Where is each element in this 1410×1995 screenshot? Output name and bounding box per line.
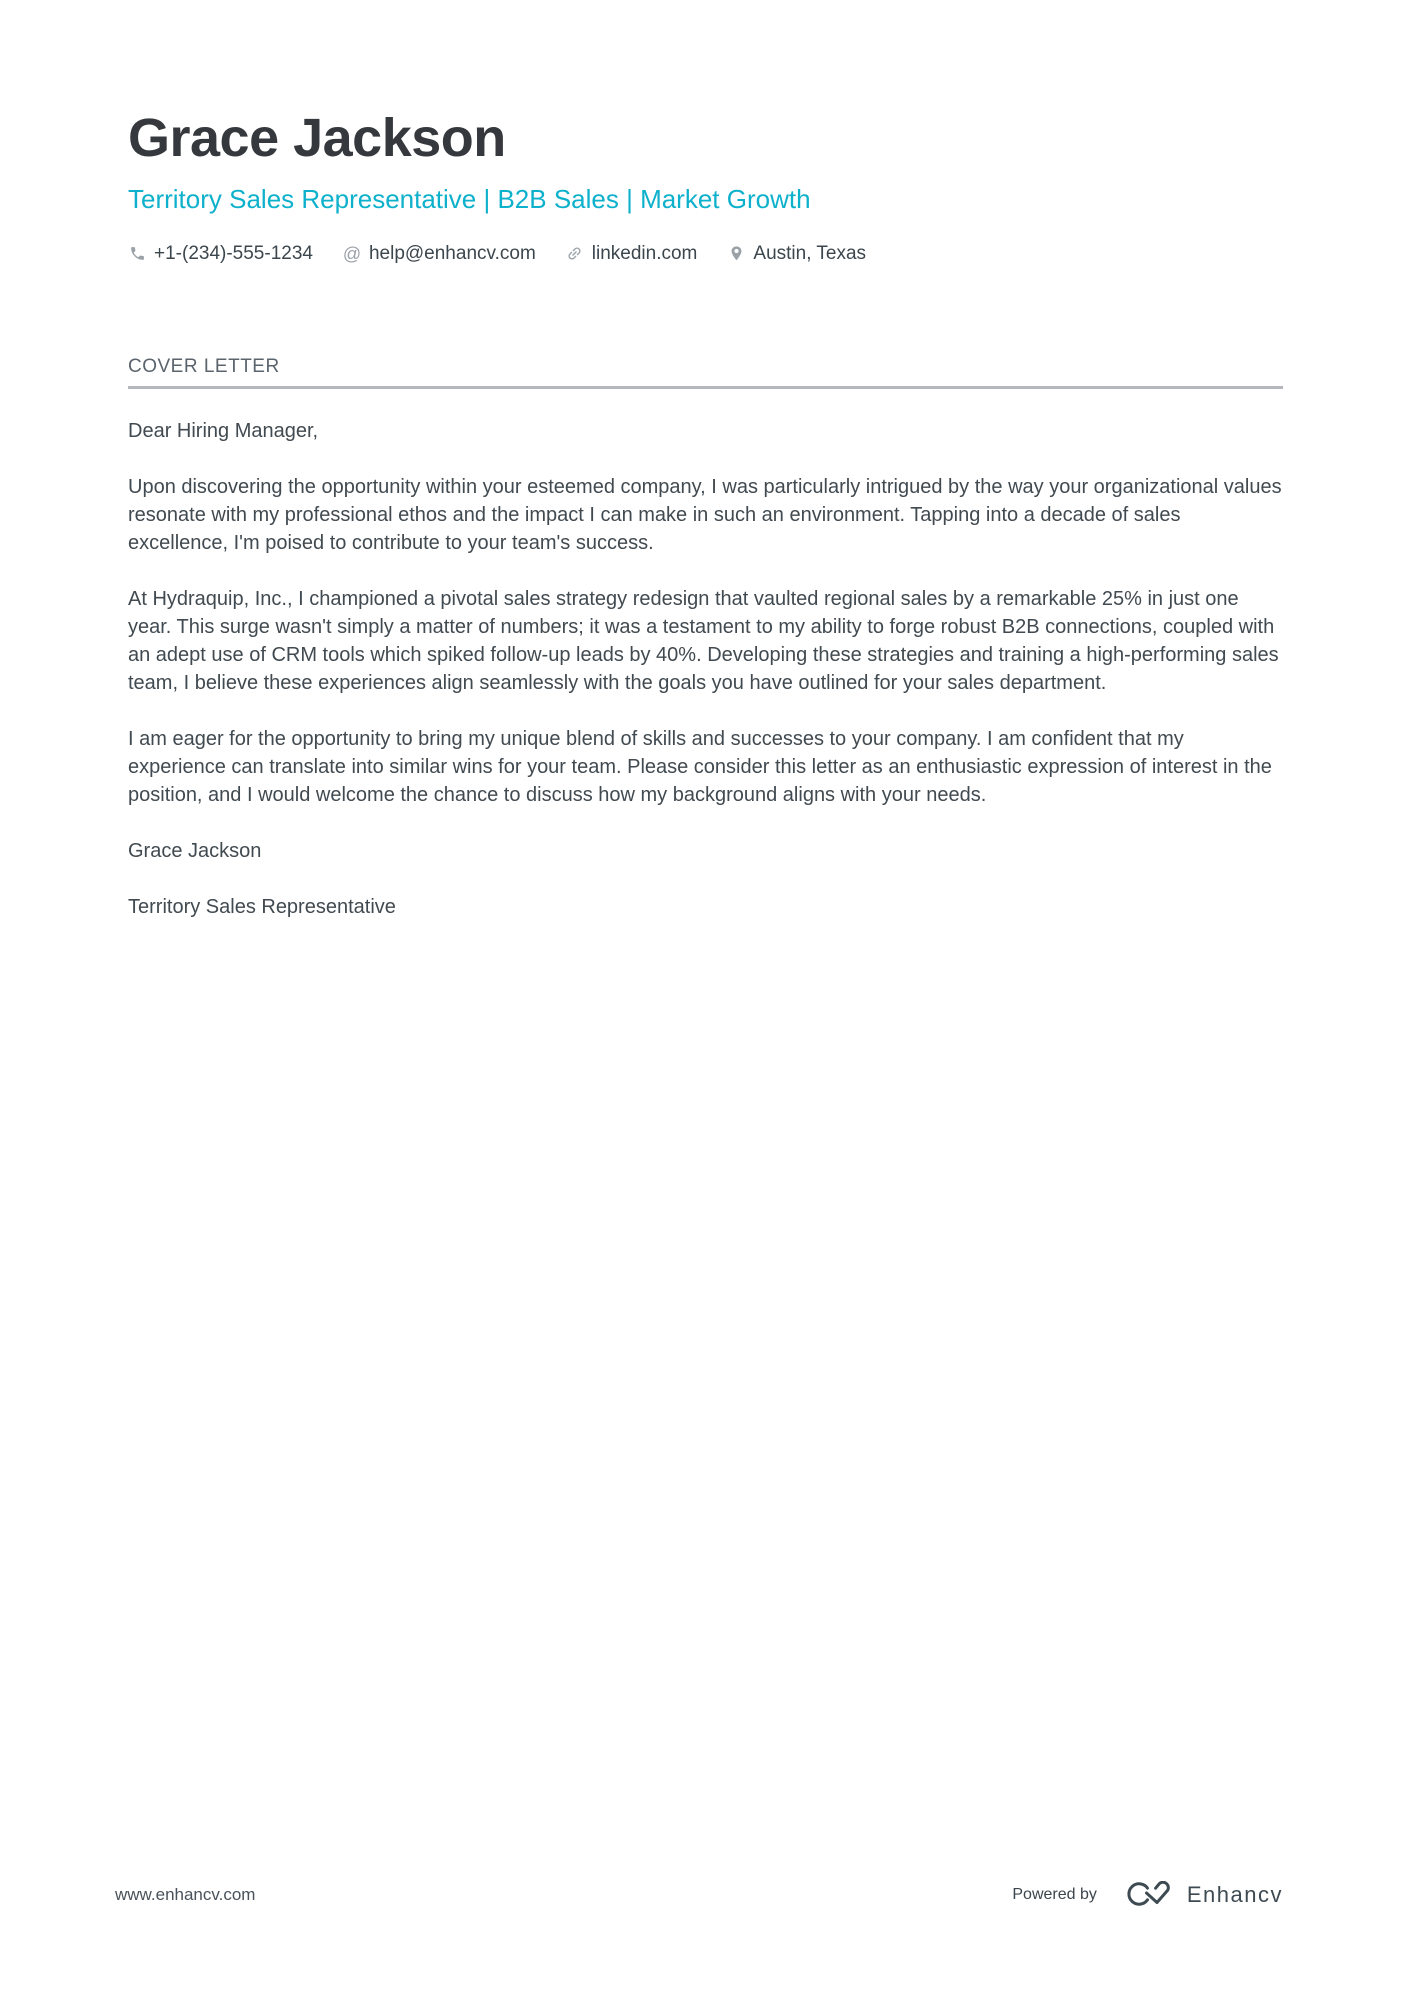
contact-location-value: Austin, Texas — [753, 242, 867, 264]
enhancv-logo-icon[interactable] — [1123, 1881, 1173, 1909]
person-name: Grace Jackson — [128, 108, 506, 168]
phone-icon — [128, 245, 146, 263]
letter-paragraph: At Hydraquip, Inc., I championed a pivotal sales strategy redesign that vaulted regional sales by a remarkable 25% in just one year. This surge wasn't simply a matter of numbers; it was a testament to my ability to forge robust B2B connections, coupled with an adept use of CRM tools which spiked follow-up leads by 40%. Developing these strategies and training a high-performing sales team, I believe these experiences align seamlessly with the goals you have outlined for your sales department. — [128, 587, 1279, 694]
contact-linkedin[interactable] — [566, 243, 698, 265]
page-footer — [115, 1881, 1283, 1909]
section-title: COVER LETTER — [128, 355, 280, 377]
contact-phone-value: +1-(234)-555-1234 — [154, 242, 313, 264]
page-content — [0, 0, 1410, 921]
person-headline: Territory Sales Representative | B2B Sales | Market Growth — [128, 184, 811, 215]
footer-brand — [1012, 1881, 1283, 1909]
link-icon — [566, 245, 584, 263]
powered-by-label: Powered by — [1012, 1886, 1097, 1903]
section-divider — [128, 386, 1283, 389]
contact-phone — [128, 243, 313, 265]
letter-paragraph: Upon discovering the opportunity within your esteemed company, I was particularly intrigued by the way your organizational values resonate with my professional ethos and the impact I can make in such an environment. Tapping into a decade of sales excellence, I'm poised to contribute to your team's success. — [128, 475, 1282, 554]
enhancv-wordmark[interactable]: Enhancv — [1186, 1882, 1283, 1907]
contact-email[interactable] — [343, 243, 536, 265]
contact-row — [128, 243, 1283, 265]
at-icon: @ — [342, 243, 362, 264]
signature-title: Territory Sales Representative — [128, 895, 396, 918]
footer-website-link[interactable]: www.enhancv.com — [115, 1885, 256, 1904]
signature-name: Grace Jackson — [128, 839, 262, 862]
letter-body — [128, 417, 1283, 921]
letter-paragraph: I am eager for the opportunity to bring my unique blend of skills and successes to your company. I am confident that my experience can translate into similar wins for your team. Please consider this letter as an enthusiastic expression of interest in the position, and I would welcome the chance to discuss how my background aligns with your needs. — [128, 727, 1272, 806]
contact-email-value: help@enhancv.com — [368, 242, 536, 264]
contact-linkedin-value: linkedin.com — [591, 242, 698, 264]
contact-location — [727, 243, 866, 265]
cover-letter-section — [128, 355, 1283, 921]
header — [128, 107, 1283, 265]
letter-greeting: Dear Hiring Manager, — [128, 419, 319, 442]
location-icon — [727, 245, 745, 263]
